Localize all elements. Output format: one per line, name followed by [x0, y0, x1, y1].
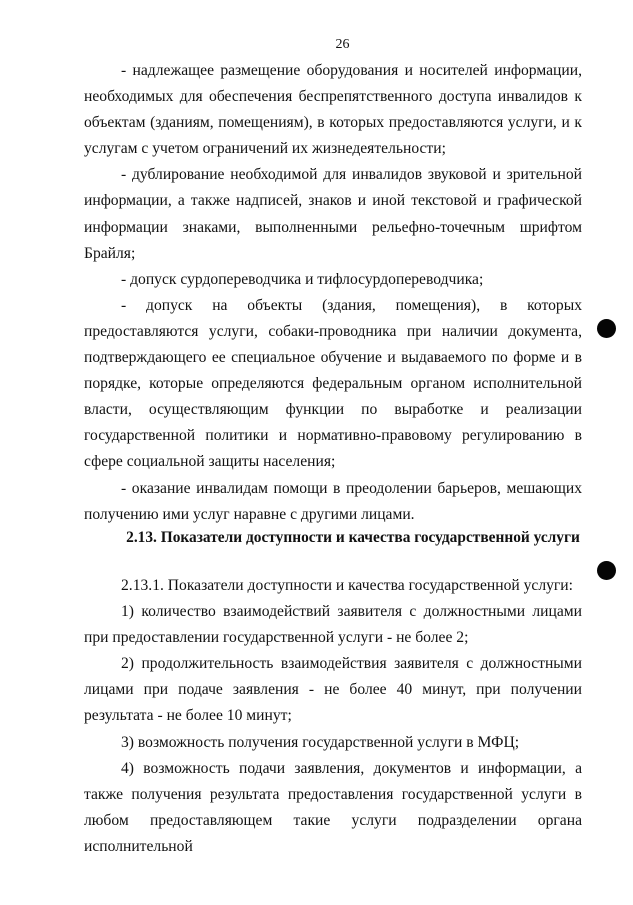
- paragraph-guide-dog-access: - допуск на объекты (здания, помещения), в которых предоставляются услуги, собаки-проводника при наличии документа, подтверждающего ее специальное обучение и выдаваемого по форме и в порядке, которые определяются федеральным органом исполнительной власти, осуществляющим функции по выработке и реализации государственной политики и нормативно-правовому регулированию в сфере социальной защиты населения;: [84, 296, 582, 471]
- punch-hole-mark: [597, 319, 616, 338]
- paragraph-equipment-placement: - надлежащее размещение оборудования и носителей информации, необходимых для обеспечения беспрепятственного доступа инвалидов к объектам (зданиям, помещениям), в которых предоставляются услуги, и к услугам с учетом ограничений их жизнедеятельности;: [84, 62, 582, 158]
- paragraph-information-duplication: - дублирование необходимой для инвалидов звуковой и зрительной информации, а также надписей, знаков и иной текстовой и графической информации знаками, выполненными рельефно-точечным шрифтом Брайля;: [84, 166, 582, 262]
- page-number: 26: [335, 37, 350, 52]
- paragraph-interaction-duration: 2) продолжительность взаимодействия заявителя с должностными лицами при подаче заявления - не более 40 минут, при получении результата - не более 10 минут;: [84, 655, 582, 725]
- paragraph-interpreter-access: - допуск сурдопереводчика и тифлосурдопереводчика;: [121, 270, 484, 288]
- quality-indicators-list: [84, 573, 582, 860]
- paragraph-any-branch-submission: 4) возможность подачи заявления, документов и информации, а также получения результата предоставления государственной услуги в любом предоставляющем такие услуги подразделении органа исполнительной: [84, 759, 582, 855]
- paragraph-indicators-intro: 2.13.1. Показатели доступности и качества государственной услуги:: [121, 577, 573, 594]
- punch-hole-mark: [597, 561, 616, 580]
- paragraph-barrier-assistance: - оказание инвалидам помощи в преодолении барьеров, мешающих получению ими услуг наравне с другими лицами.: [84, 479, 582, 523]
- paragraph-mfc-availability: 3) возможность получения государственной услуги в МФЦ;: [121, 733, 520, 751]
- paragraph-interaction-count: 1) количество взаимодействий заявителя с должностными лицами при предоставлении государственной услуги - не более 2;: [84, 603, 582, 647]
- accessibility-measures-list: [84, 58, 582, 528]
- section-heading: 2.13. Показатели доступности и качества государственной услуги: [126, 529, 580, 546]
